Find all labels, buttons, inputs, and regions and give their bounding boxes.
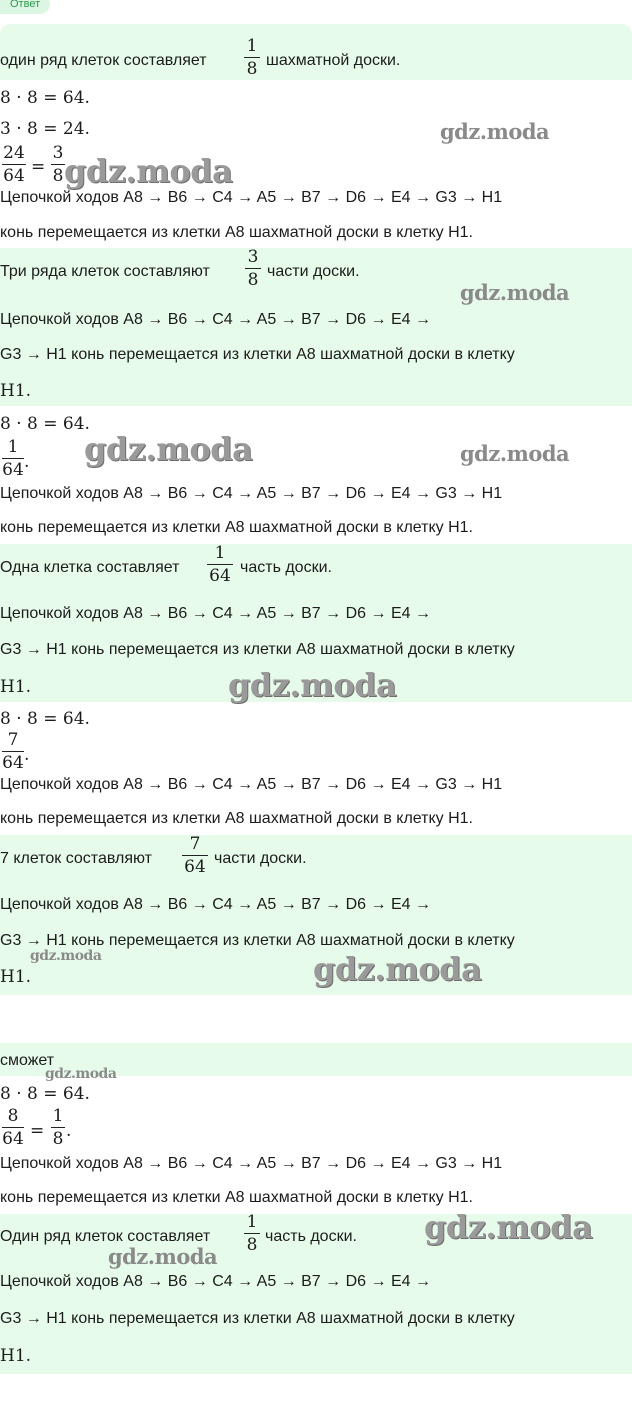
watermark: gdz.moda	[30, 948, 102, 964]
fraction: 1 8	[244, 1212, 260, 1255]
answer-text: сможет	[0, 1052, 55, 1069]
watermark: gdz.moda	[440, 119, 550, 144]
calculation: 8 · 8 = 64.	[0, 1084, 90, 1104]
fraction: 3 8	[245, 247, 261, 290]
move-chain: G3 → H1 конь перемещается из клетки A8 шахматной доски в клетку	[0, 1310, 515, 1327]
watermark: gdz.moda	[424, 1208, 593, 1246]
move-description: конь перемещается из клетки A8 шахматной доски в клетку H1.	[0, 1189, 473, 1206]
move-description: конь перемещается из клетки A8 шахматной доски в клетку H1.	[0, 224, 473, 241]
fraction: 1 64	[2, 437, 24, 480]
watermark: gdz.moda	[64, 152, 233, 190]
move-chain: Цепочкой ходов A8 → B6 → C4 → A5 → B7 → D6 → E4 → G3 → H1	[0, 189, 503, 206]
statement-text: часть доски.	[265, 1228, 357, 1245]
watermark: gdz.moda	[460, 280, 570, 305]
move-chain: H1.	[0, 967, 32, 987]
watermark: gdz.moda	[313, 950, 482, 988]
period: .	[24, 452, 30, 472]
move-description: конь перемещается из клетки A8 шахматной доски в клетку H1.	[0, 519, 473, 536]
move-description: конь перемещается из клетки A8 шахматной доски в клетку H1.	[0, 810, 473, 827]
move-chain: G3 → H1 конь перемещается из клетки A8 шахматной доски в клетку	[0, 932, 515, 949]
watermark: gdz.moda	[108, 1244, 218, 1269]
statement-text: Один ряд клеток составляет	[0, 1228, 211, 1245]
statement-text: Одна клетка составляет	[0, 559, 180, 576]
move-chain: G3 → H1 конь перемещается из клетки A8 шахматной доски в клетку	[0, 641, 515, 658]
fraction: 8 64	[2, 1106, 24, 1149]
move-chain: Цепочкой ходов A8 → B6 → C4 → A5 → B7 → D6 → E4 →	[0, 605, 431, 622]
calculation: 8 · 8 = 64.	[0, 414, 90, 434]
move-chain: G3 → H1 конь перемещается из клетки A8 шахматной доски в клетку	[0, 346, 515, 363]
answer-badge: Ответ	[0, 0, 50, 14]
equals-sign: =	[31, 157, 46, 177]
statement-text: один ряд клеток составляет	[0, 52, 207, 69]
calculation: 8 · 8 = 64.	[0, 709, 90, 729]
move-chain: Цепочкой ходов A8 → B6 → C4 → A5 → B7 → D6 → E4 →	[0, 896, 431, 913]
fraction: 1 8	[244, 36, 260, 79]
move-chain: H1.	[0, 1346, 32, 1366]
watermark: gdz.moda	[45, 1066, 117, 1082]
statement-text: Три ряда клеток составляют	[0, 263, 210, 280]
watermark: gdz.moda	[84, 430, 253, 468]
watermark: gdz.moda	[460, 441, 570, 466]
fraction: 24 64	[3, 143, 25, 186]
period: .	[24, 745, 30, 765]
fraction: 1 64	[207, 543, 233, 586]
fraction: 7 64	[2, 730, 24, 773]
move-chain: H1.	[0, 677, 32, 697]
move-chain: Цепочкой ходов A8 → B6 → C4 → A5 → B7 → D6 → E4 →	[0, 311, 431, 328]
fraction: 1 8	[52, 1106, 64, 1149]
move-chain: Цепочкой ходов A8 → B6 → C4 → A5 → B7 → D6 → E4 → G3 → H1	[0, 776, 503, 793]
move-chain: Цепочкой ходов A8 → B6 → C4 → A5 → B7 → D6 → E4 → G3 → H1	[0, 485, 503, 502]
watermark: gdz.moda	[228, 666, 397, 704]
fraction: 3 8	[52, 143, 64, 186]
statement-text: часть доски.	[240, 559, 332, 576]
calculation: 8 · 8 = 64.	[0, 88, 90, 108]
calculation: 3 · 8 = 24.	[0, 119, 90, 139]
equals-sign: =	[30, 1121, 45, 1141]
statement-text: шахматной доски.	[266, 52, 401, 69]
statement-text: части доски.	[214, 850, 307, 867]
statement-text: 7 клеток составляют	[0, 850, 152, 867]
statement-text: части доски.	[267, 263, 360, 280]
period: .	[66, 1121, 72, 1141]
fraction: 7 64	[182, 834, 208, 877]
move-chain: H1.	[0, 381, 32, 401]
move-chain: Цепочкой ходов A8 → B6 → C4 → A5 → B7 → D6 → E4 →	[0, 1273, 431, 1290]
move-chain: Цепочкой ходов A8 → B6 → C4 → A5 → B7 → D6 → E4 → G3 → H1	[0, 1155, 503, 1172]
